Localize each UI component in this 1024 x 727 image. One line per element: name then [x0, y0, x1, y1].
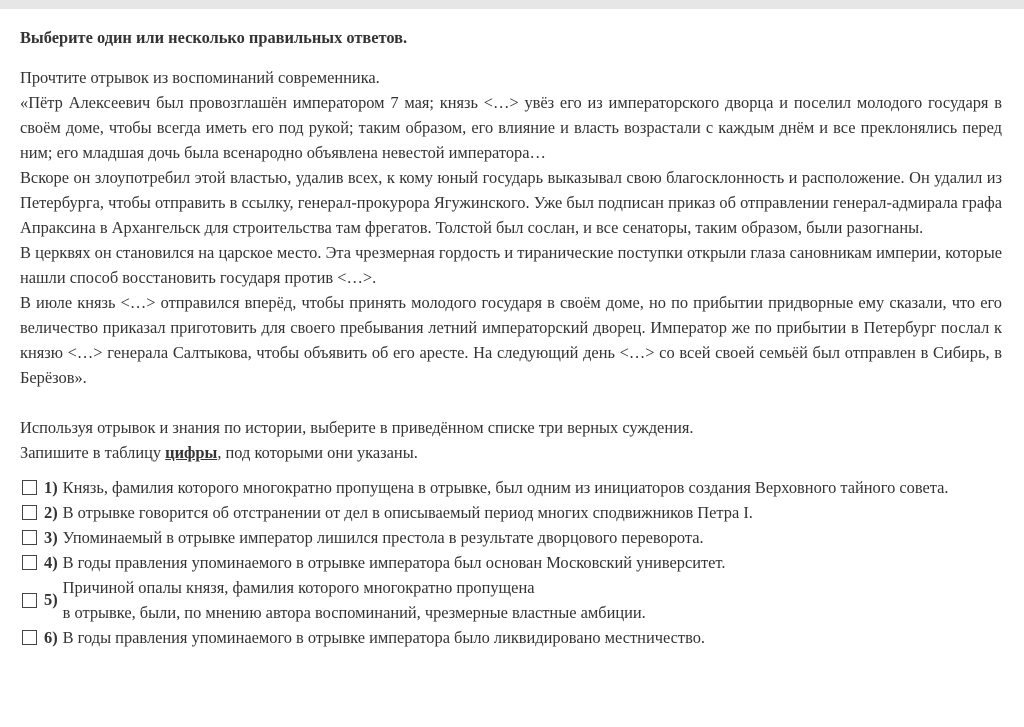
option-4-number: 4) [44, 552, 58, 572]
task-line-2-end: , под которыми они указаны. [217, 443, 418, 462]
option-5-number: 5) [44, 590, 58, 609]
option-1-checkbox[interactable] [22, 480, 37, 495]
option-6-text: В годы правления упоминаемого в отрывке императора было ликвидировано местничество. [62, 628, 705, 647]
task-line-2-start: Запишите в таблицу [20, 443, 166, 462]
task-text [20, 415, 1002, 465]
option-1[interactable] [20, 475, 1002, 500]
option-3[interactable] [20, 525, 1002, 550]
option-6-checkbox[interactable] [22, 630, 37, 645]
option-2-text: В отрывке говорится об отстранении от дел в описываемый период многих сподвижников Петра I. [62, 503, 753, 522]
option-5-text-line-1: Причиной опалы князя, фамилия которого многократно пропущена [62, 578, 535, 597]
passage-paragraph-3: В церквях он становился на царское место. Эта чрезмерная гордость и тиранические поступки открыли глаза сановникам империи, которые нашли способ восстановить государя против <…>. [20, 243, 1002, 287]
option-2[interactable] [20, 500, 1002, 525]
option-4[interactable] [20, 550, 1002, 575]
option-2-number: 2) [44, 502, 58, 522]
option-5-checkbox[interactable] [22, 593, 37, 608]
option-6[interactable] [20, 625, 1002, 650]
option-6-number: 6) [44, 627, 58, 647]
option-3-text: Упоминаемый в отрывке император лишился престола в результате дворцового переворота. [62, 528, 704, 547]
option-5-text [63, 575, 1002, 625]
option-4-checkbox[interactable] [22, 555, 37, 570]
task-line-2 [20, 440, 1002, 465]
question-instruction: Выберите один или несколько правильных ответов. [20, 28, 408, 47]
option-4-text: В годы правления упоминаемого в отрывке императора был основан Московский университет. [62, 553, 726, 572]
option-5[interactable] [20, 575, 1002, 625]
passage-paragraph-4: В июле князь <…> отправился вперёд, чтобы принять молодого государя в своём доме, но по прибытии придворные ему сказали, что его величество приказал приготовить для своего пребывания летний императорский дворец. Император же по прибытии в Петербург послал к князю <…> генерала Салтыкова, чтобы объявить об его аресте. На следующий день <…> со всей своей семьёй был отправлен в Сибирь, в Берёзов». [20, 293, 1002, 387]
task-line-1: Используя отрывок и знания по истории, выберите в приведённом списке три верных суждения. [20, 418, 694, 437]
passage-paragraph-2: Вскоре он злоупотребил этой властью, удалив всех, к кому юный государь выказывал свою благосклонность и расположение. Он удалил из Петербурга, чтобы отправить в ссылку, генерал-прокурора Ягужинского. Уже был подписан приказ об отправлении генерал-адмирала графа Апраксина в Архангельск для строительства там фрегатов. Толстой был сослан, и все сенаторы, таким образом, были разогнаны. [20, 168, 1002, 237]
option-5-text-line-2: в отрывке, были, по мнению автора воспоминаний, чрезмерные властные амбиции. [62, 603, 646, 622]
answer-options [20, 475, 1002, 650]
option-3-number: 3) [44, 527, 58, 547]
option-1-text: Князь, фамилия которого многократно пропущена в отрывке, был одним из инициаторов создания Верховного тайного совета. [62, 478, 949, 497]
option-2-checkbox[interactable] [22, 505, 37, 520]
task-digits-emphasis: цифры [165, 443, 218, 462]
passage-intro: Прочтите отрывок из воспоминаний современника. [20, 68, 380, 87]
passage-paragraph-1: «Пётр Алексеевич был провозглашён императором 7 мая; князь <…> увёз его из императорского дворца и поселил молодого государя в своём доме, чтобы всегда иметь его под рукой; таким образом, его влияние и власть возрастали с каждым днём и все преклонялись перед ним; его младшая дочь была всенародно объявлена невестой императора… [20, 93, 1002, 162]
source-passage [20, 65, 1002, 390]
option-1-number: 1) [44, 477, 58, 497]
top-strip [0, 0, 1024, 9]
question-content [20, 25, 1002, 650]
option-3-checkbox[interactable] [22, 530, 37, 545]
